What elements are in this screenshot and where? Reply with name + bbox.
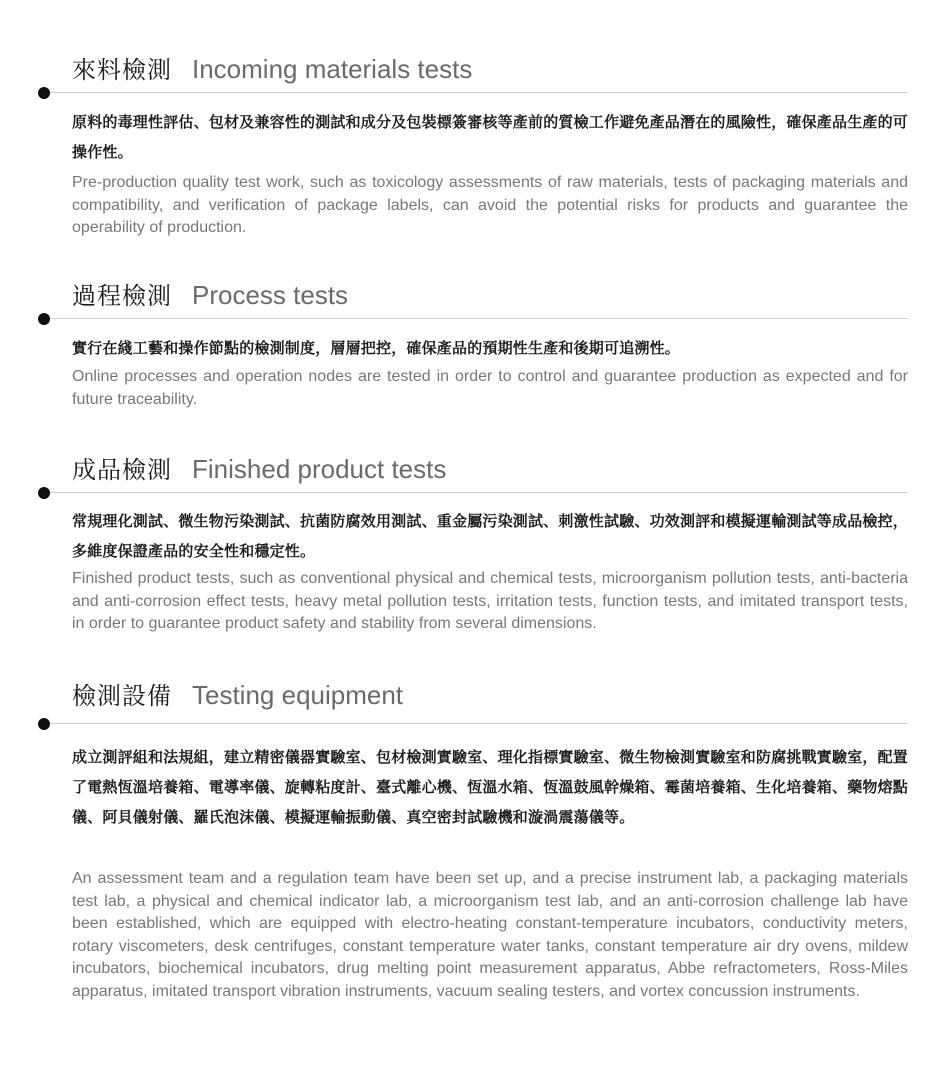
section-description-zh: 成立測評組和法規組，建立精密儀器實驗室、包材檢測實驗室、理化指標實驗室、微生物檢測實驗室和防腐挑戰實驗室，配置了電熱恆溫培養箱、電導率儀、旋轉粘度計、臺式離心機、恆溫水箱、恆溫鼓風幹燥箱、霉菌培養箱、生化培養箱、藥物熔點儀、阿貝儀射儀、羅氏泡沫儀、模擬運輸振動儀、真空密封試驗機和漩渦震蕩儀等。 [72, 748, 909, 826]
divider-line [44, 492, 908, 493]
bullet-dot-icon [38, 313, 50, 325]
section-heading [72, 52, 472, 86]
section-description-en: Online processes and operation nodes are tested in order to control and guarantee production as expected and for future traceability. [72, 368, 908, 408]
section-description-zh: 實行在綫工藝和操作節點的檢測制度，層層把控，確保產品的預期性生產和後期可追溯性。 [72, 339, 681, 357]
bullet-dot-icon [38, 718, 50, 730]
section-description-zh: 原料的毒理性評估、包材及兼容性的測試和成分及包裝標簽審核等產前的質檢工作避免產品潛在的風險性，確保產品生產的可操作性。 [72, 113, 909, 161]
section-title-en: Process tests [192, 280, 349, 310]
section-title-zh: 檢測設備 [72, 682, 172, 710]
divider-line [44, 318, 908, 319]
divider-line [44, 723, 908, 724]
bullet-dot-icon [38, 487, 50, 499]
section-title-zh: 來料檢測 [72, 56, 172, 84]
section-heading [72, 452, 446, 486]
bullet-dot-icon [38, 87, 50, 99]
section-title-en: Incoming materials tests [192, 54, 473, 84]
divider-line [44, 92, 908, 93]
section-description-en: Finished product tests, such as conventional physical and chemical tests, microorganism pollution tests, anti-bacteria and anti-corrosion effect tests, heavy metal pollution tests, irritation tests, function tests, and imitated transport tests, in order to guarantee product safety and stability from several dimensions. [72, 570, 908, 632]
section-description-zh: 常規理化測試、微生物污染測試、抗菌防腐效用測試、重金屬污染測試、刺激性試驗、功效測評和模擬運輸測試等成品檢控，多維度保證產品的安全性和穩定性。 [72, 512, 909, 560]
section-title-zh: 成品檢測 [72, 456, 172, 484]
section-description-en: Pre-production quality test work, such as toxicology assessments of raw materials, tests of packaging materials and compatibility, and verification of package labels, can avoid the potential risks for products and guarantee the operability of production. [72, 174, 908, 236]
section-title-en: Finished product tests [192, 454, 447, 484]
section-heading [72, 678, 403, 712]
section-title-zh: 過程檢測 [72, 282, 172, 310]
section-title-en: Testing equipment [192, 680, 404, 710]
section-description-en: An assessment team and a regulation team have been set up, and a precise instrument lab, a packaging materials test lab, a physical and chemical indicator lab, a microorganism test lab, and an anti-corrosion challenge lab have been established, which are equipped with electro-heating constant-temperature incubators, conductivity meters, rotary viscometers, desk centrifuges, constant temperature water tanks, constant temperature air dry ovens, mildew incubators, biochemical incubators, drug melting point measurement apparatus, Abbe refractometers, Ross-Miles apparatus, imitated transport vibration instruments, vacuum sealing testers, and vortex concussion instruments. [72, 870, 908, 1000]
section-heading [72, 278, 348, 312]
